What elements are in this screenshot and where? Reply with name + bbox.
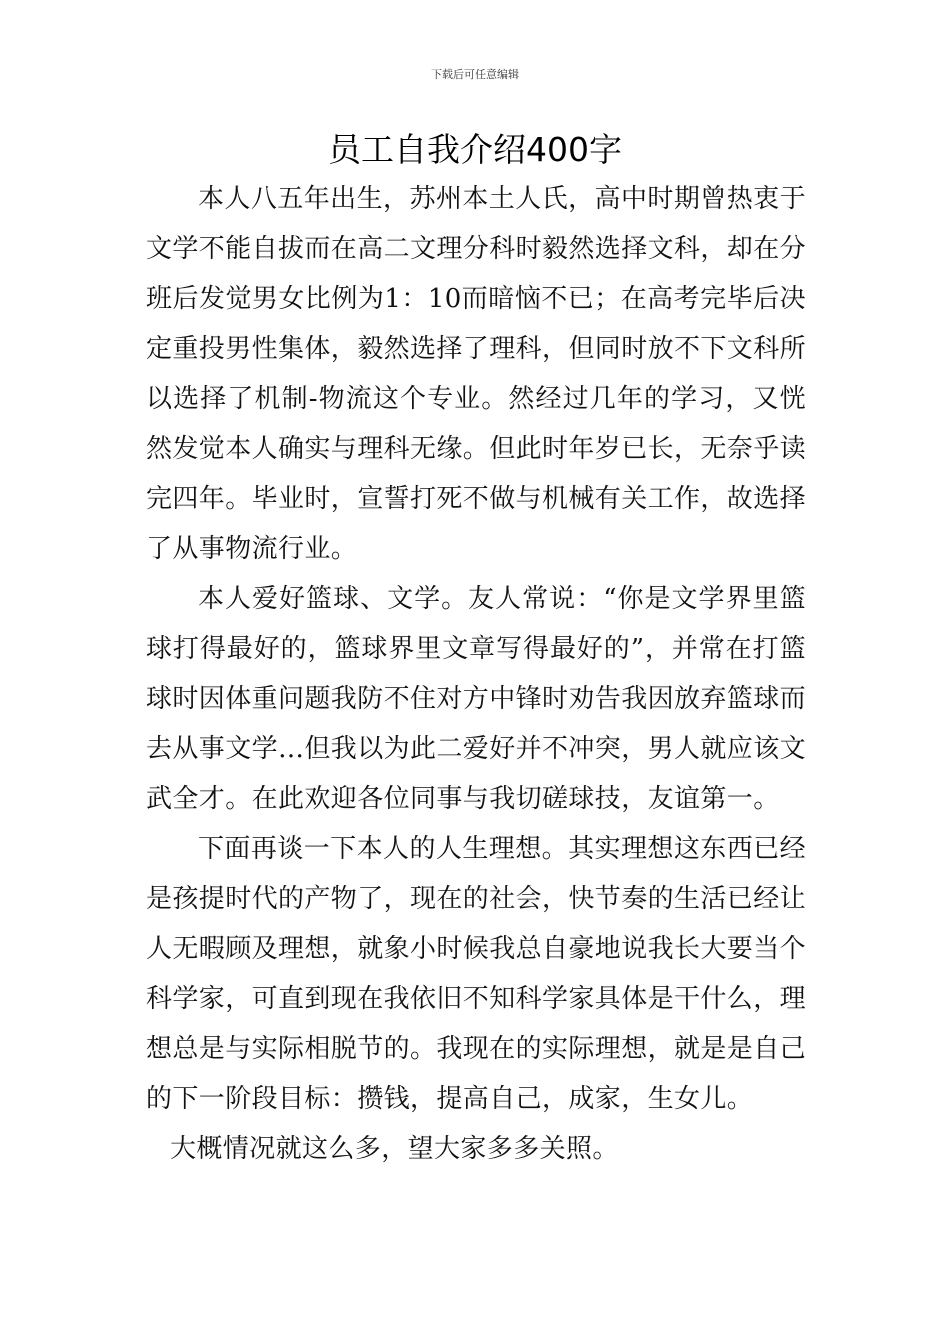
- paragraph-hobbies: 本人爱好篮球、文学。友人常说：“你是文学界里篮球打得最好的，篮球界里文章写得最好的”，并常在打篮球时因体重问题我防不住对方中锋时劝告我因放弃篮球而去从事文学…但我以为此二爱好并不冲突，男人就应该文武全才。在此欢迎各位同事与我切磋球技，友谊第一。: [146, 584, 807, 814]
- paragraph-closing: 大概情况就这么多，望大家多多关照。: [170, 1134, 619, 1164]
- paragraph-ideals: 下面再谈一下本人的人生理想。其实理想这东西已经是孩提时代的产物了，现在的社会，快节奏的生活已经让人无暇顾及理想，就象小时候我总自豪地说我长大要当个科学家，可直到现在我依旧不知科学家具体是干什么，理想总是与实际相脱节的。我现在的实际理想，就是是自己的下一阶段目标：攒钱，提高自己，成家，生女儿。: [146, 834, 807, 1114]
- document-title: 员工自我介绍400字: [328, 130, 622, 169]
- document-body: [146, 174, 806, 1174]
- header-note: 下载后可任意编辑: [431, 68, 519, 81]
- paragraph-background: 本人八五年出生，苏州本土人氏，高中时期曾热衷于文学不能自拔而在高二文理分科时毅然选择文科，却在分班后发觉男女比例为1：10而暗恼不已；在高考完毕后决定重投男性集体，毅然选择了理科，但同时放不下文科所以选择了机制-物流这个专业。然经过几年的学习，又恍然发觉本人确实与理科无缘。但此时年岁已长，无奈乎读完四年。毕业时，宣誓打死不做与机械有关工作，故选择了从事物流行业。: [146, 184, 807, 564]
